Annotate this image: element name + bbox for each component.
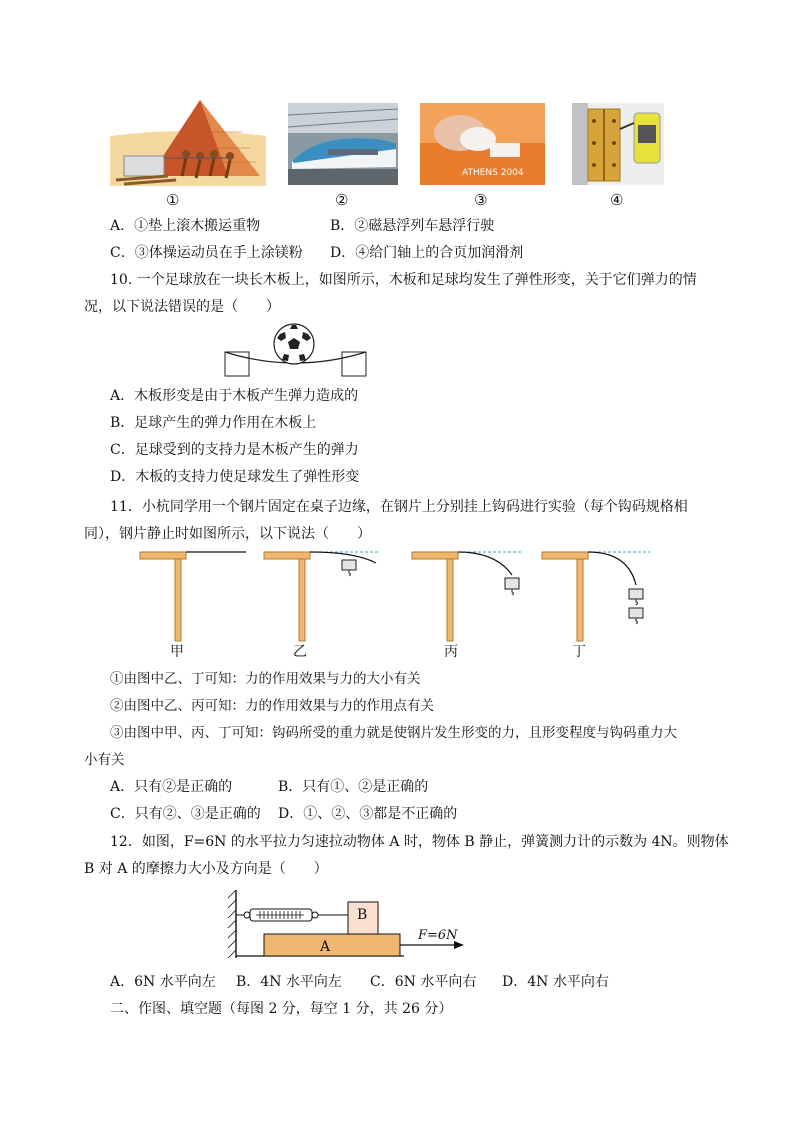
q11-statement-3-cont: 小有关 bbox=[84, 752, 125, 768]
q12-option-a: A．6N 水平向左 bbox=[110, 974, 216, 990]
q10-option-b: B．足球产生的弹力作用在木板上 bbox=[110, 415, 317, 431]
q9-picture-3 bbox=[420, 103, 545, 185]
q12-stem-line1: 12．如图，F=6N 的水平拉力匀速拉动物体 A 时，物体 B 静止，弹簧测力计的示数为 4N。则物体 bbox=[110, 834, 729, 850]
q11-option-a: A．只有②是正确的 bbox=[110, 779, 233, 795]
q9-label-3: ③ bbox=[474, 191, 488, 209]
q11-statement-2: ②由图中乙、丙可知：力的作用效果与力的作用点有关 bbox=[110, 698, 434, 714]
q12-option-d: D．4N 水平向右 bbox=[502, 974, 609, 990]
section2-heading: 二、作图、填空题（每图 2 分，每空 1 分，共 26 分） bbox=[110, 1001, 453, 1017]
q12-option-b: B．4N 水平向左 bbox=[236, 974, 342, 990]
q11-fig-label-ding: 丁 bbox=[572, 644, 586, 660]
q12-block-b-label: B bbox=[357, 907, 368, 923]
q11-fig-label-jia: 甲 bbox=[170, 644, 184, 660]
q11-option-b: B．只有①、②是正确的 bbox=[278, 779, 429, 795]
q10-stem-line2: 况，以下说法错误的是（ ） bbox=[84, 299, 280, 315]
q10-option-a: A．木板形变是由于木板产生弹力造成的 bbox=[110, 388, 359, 404]
q9-label-4: ④ bbox=[610, 191, 624, 209]
q10-stem-line1: 10. 一个足球放在一块长木板上，如图所示，木板和足球均发生了弹性形变，关于它们弹力的情 bbox=[110, 272, 697, 288]
q10-option-d: D．木板的支持力使足球发生了弹性形变 bbox=[110, 469, 360, 485]
q11-stem-line2: 同），钢片静止时如图所示，以下说法（ ） bbox=[84, 526, 371, 542]
q9-picture-2 bbox=[288, 103, 398, 185]
q11-figure-steel-strip bbox=[130, 545, 670, 663]
q11-fig-label-bing: 丙 bbox=[444, 644, 458, 660]
table-yi bbox=[264, 552, 378, 641]
q11-stem-line1: 11．小杭同学用一个钢片固定在桌子边缘，在钢片上分别挂上钩码进行实验（每个钩码规格相 bbox=[110, 499, 688, 515]
q12-stem-line2: B 对 A 的摩擦力大小及方向是（ ） bbox=[84, 861, 328, 877]
athens-banner: ATHENS 2004 bbox=[462, 168, 524, 178]
q11-statement-1: ①由图中乙、丁可知：力的作用效果与力的大小有关 bbox=[110, 671, 421, 687]
q12-block-a-label: A bbox=[320, 939, 331, 955]
q10-option-c: C．足球受到的支持力是木板产生的弹力 bbox=[110, 442, 359, 458]
table-jia bbox=[140, 552, 246, 641]
q9-option-d: D．④给门轴上的合页加润滑剂 bbox=[330, 245, 524, 261]
q11-option-d: D．①、②、③都是不正确的 bbox=[278, 806, 458, 822]
q9-label-2: ② bbox=[335, 191, 349, 209]
q9-option-b: B．②磁悬浮列车悬浮行驶 bbox=[330, 218, 495, 234]
q9-option-c: C．③体操运动员在手上涂镁粉 bbox=[110, 245, 303, 261]
q10-figure-ball-on-board bbox=[222, 320, 370, 380]
q12-option-c: C．6N 水平向右 bbox=[370, 974, 477, 990]
q11-statement-3: ③由图中甲、丙、丁可知：钩码所受的重力就是使钢片发生形变的力，且形变程度与钩码重力大 bbox=[110, 725, 677, 741]
q12-force-label: F=6N bbox=[418, 928, 458, 943]
table-bing bbox=[412, 552, 522, 641]
q9-label-1: ① bbox=[166, 191, 180, 209]
q11-option-c: C．只有②、③是正确的 bbox=[110, 806, 261, 822]
q12-figure-spring-scale bbox=[224, 888, 470, 960]
block-a bbox=[264, 934, 400, 956]
q9-picture-4 bbox=[572, 103, 664, 185]
q9-option-a: A．①垫上滚木搬运重物 bbox=[110, 218, 261, 234]
q11-fig-label-yi: 乙 bbox=[293, 644, 307, 660]
q9-picture-1 bbox=[110, 96, 266, 186]
table-ding bbox=[542, 552, 650, 641]
